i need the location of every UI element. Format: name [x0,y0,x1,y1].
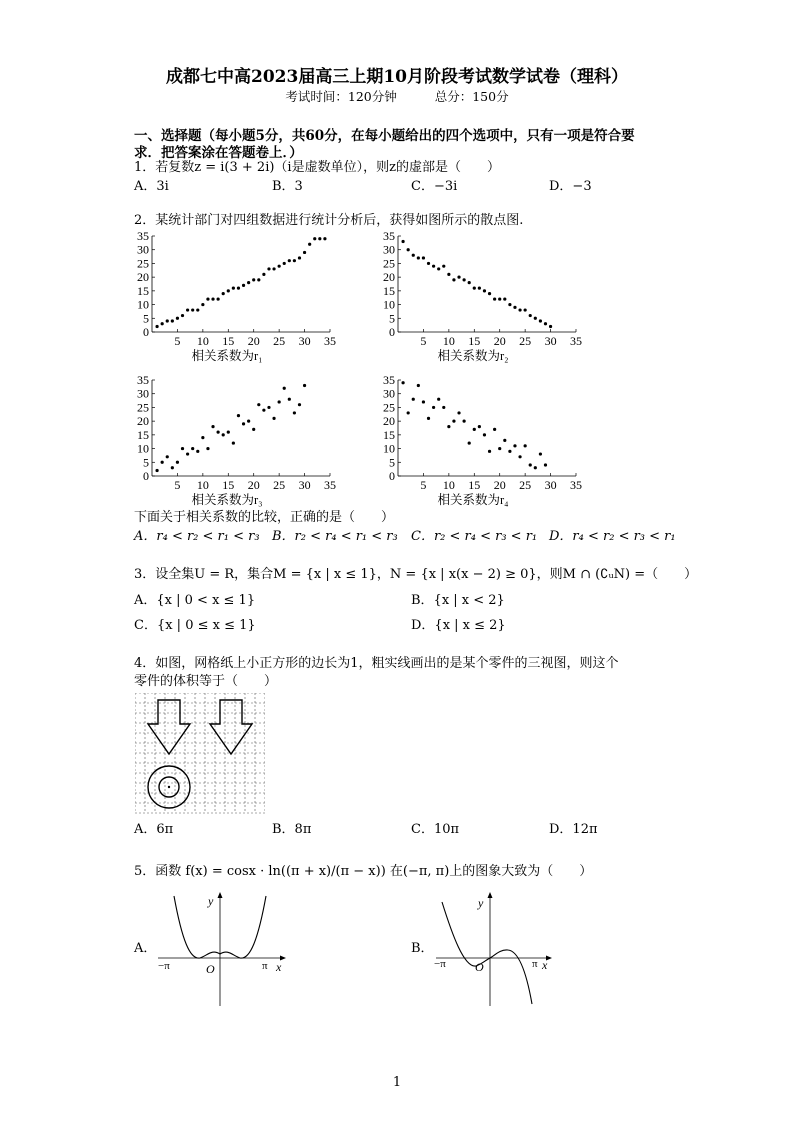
y-tick-label: 25 [137,400,149,415]
scatter-point [549,325,552,328]
y-tick-label: 30 [383,242,395,257]
scatter-point [257,403,260,406]
y-tick-label: 30 [383,386,395,401]
scatter-point [513,444,516,447]
scatter-point [272,417,275,420]
scatter-point [186,308,189,311]
x-tick-label: 10 [196,478,209,492]
scatter-point [401,240,404,243]
scatter-point [498,447,501,450]
scatter-point [217,431,220,434]
scatter-point [508,450,511,453]
scatter-point [293,259,296,262]
chart-caption: 相关系数为r₁ [191,349,263,363]
x-tick-label: 30 [298,478,311,492]
page-title: 成都七中高2023届高三上期10月阶段考试数学试卷（理科） [166,67,628,87]
total-score: 总分：150分 [434,89,509,104]
scatter-point [518,455,521,458]
scatter-point [196,308,199,311]
curve-b [442,902,532,1004]
x-tick-label: 25 [519,334,532,348]
y-tick-label: 30 [137,242,149,257]
scatter-point [488,450,491,453]
y-tick-label: 10 [383,441,395,456]
y-tick-label: 20 [383,270,395,285]
scatter-point [318,237,321,240]
scatter-point [493,297,496,300]
scatter-point [232,287,235,290]
scatter-point [544,463,547,466]
scatter-point [417,384,420,387]
scatter-point [217,297,220,300]
scatter-point [227,289,230,292]
scatter-point [308,243,311,246]
x-tick-label: 20 [493,478,506,492]
x-tick-label: 30 [544,334,557,348]
top-view-center-dot [168,786,170,788]
y-tick-label: 0 [389,469,395,483]
scatter-point [534,317,537,320]
scatter-point [298,403,301,406]
chart-caption: 相关系数为r₄ [437,493,509,507]
scatter-point [252,428,255,431]
axis-label-y: y [208,894,214,908]
y-tick-label: 25 [383,400,395,415]
scatter-point [227,431,230,434]
scatter-point [176,461,179,464]
neg-pi-label: −π [158,960,170,972]
scatter-point [278,265,281,268]
exam-info [0,87,794,105]
scatter-chart-r2 [378,228,588,363]
scatter-point [529,314,532,317]
scatter-point [488,292,491,295]
origin-label: O [475,960,484,974]
x-tick-label: 15 [468,334,481,348]
x-tick-label: 10 [442,334,455,348]
three-view-drawing [135,693,265,815]
scatter-point [206,447,209,450]
q4-option-d: D．12π [549,822,598,837]
q3-stem: 3．设全集U = R，集合M = {x | x ≤ 1}，N = {x | x(x − 2) ≥ 0}，则M ∩ (∁ᵤN) =（ ） [134,567,698,582]
scatter-point [457,411,460,414]
x-tick-label: 25 [273,334,286,348]
y-tick-label: 5 [389,455,395,470]
x-tick-label: 5 [174,478,181,492]
scatter-chart-r4 [378,372,588,507]
scatter-point [247,281,250,284]
x-tick-label: 30 [544,478,557,492]
q5-option-b: B． [411,941,434,956]
scatter-point [524,308,527,311]
y-tick-label: 20 [137,414,149,429]
y-tick-label: 15 [383,427,395,442]
q2-option-c: C．r₂ < r₄ < r₃ < r₁ [411,529,538,544]
scatter-point [283,262,286,265]
scatter-point [493,428,496,431]
neg-pi-label: −π [434,958,446,970]
q1-option-c: C．−3i [411,179,458,194]
y-tick-label: 15 [383,283,395,298]
scatter-point [293,411,296,414]
scatter-point [498,297,501,300]
x-tick-label: 30 [298,334,311,348]
q1-option-a: A．3i [134,179,169,194]
scatter-point [298,256,301,259]
x-tick-label: 15 [222,478,235,492]
y-tick-label: 35 [137,229,149,243]
scatter-point [529,463,532,466]
scatter-point [483,433,486,436]
x-tick-label: 35 [324,478,336,492]
scatter-point [323,237,326,240]
x-tick-label: 20 [247,334,260,348]
scatter-point [432,406,435,409]
scatter-point [473,428,476,431]
scatter-point [539,452,542,455]
scatter-point [247,420,250,423]
scatter-point [539,319,542,322]
q1-option-b: B．3 [272,179,303,194]
axis-label-x: x [542,958,548,972]
scatter-point [262,273,265,276]
q3-option-d: D．{x | x ≤ 2} [411,618,506,633]
q2-option-d: D．r₄ < r₂ < r₃ < r₁ [549,529,676,544]
scatter-point [534,466,537,469]
scatter-point [478,425,481,428]
scatter-point [412,254,415,257]
scatter-point [463,278,466,281]
page-number: 1 [392,1075,402,1090]
scatter-point [171,319,174,322]
scatter-point [181,447,184,450]
scatter-point [407,248,410,251]
scatter-point [508,303,511,306]
x-tick-label: 20 [247,478,260,492]
scatter-point [427,262,430,265]
scatter-point [161,461,164,464]
scatter-point [417,256,420,259]
x-tick-label: 5 [420,334,427,348]
scatter-point [283,387,286,390]
x-tick-label: 25 [519,478,532,492]
scatter-point [267,267,270,270]
y-tick-label: 35 [383,229,395,243]
pi-label: π [532,958,538,970]
scatter-point [288,398,291,401]
scatter-point [422,256,425,259]
x-tick-label: 35 [324,334,336,348]
y-tick-label: 30 [137,386,149,401]
y-tick-label: 35 [383,373,395,387]
scatter-point [442,265,445,268]
section-heading-line2: 求．把答案涂在答题卷上．） [134,145,303,161]
y-tick-label: 0 [143,469,149,483]
y-tick-label: 25 [137,256,149,271]
scatter-point [267,406,270,409]
q1-option-d: D．−3 [549,179,592,194]
q4-option-a: A．6π [134,822,174,837]
q3-option-b: B．{x | x < 2} [411,593,505,608]
scatter-point [313,237,316,240]
scatter-point [503,297,506,300]
scatter-point [457,276,460,279]
y-tick-label: 35 [137,373,149,387]
scatter-point [171,466,174,469]
scatter-point [191,308,194,311]
y-tick-label: 5 [389,311,395,326]
side-view-arrow [210,700,252,754]
scatter-point [222,292,225,295]
scatter-point [518,308,521,311]
scatter-point [155,325,158,328]
q4-stem-line2: 零件的体积等于（ ） [134,674,278,689]
y-tick-label: 5 [143,455,149,470]
q1-stem: 1．若复数z = i(3 + 2i)（i是虚数单位），则z的虚部是（ ） [134,160,500,175]
y-tick-label: 10 [137,441,149,456]
x-tick-label: 10 [196,334,209,348]
scatter-point [437,267,440,270]
x-tick-label: 15 [222,334,235,348]
scatter-point [432,265,435,268]
scatter-point [447,425,450,428]
scatter-point [161,322,164,325]
x-tick-label: 35 [570,478,582,492]
y-tick-label: 20 [383,414,395,429]
section-heading-line1: 一、选择题（每小题5分，共60分，在每小题给出的四个选项中，只有一项是符合要 [134,128,635,144]
scatter-point [166,455,169,458]
q5-graph-a [150,888,290,1008]
scatter-point [211,297,214,300]
x-tick-label: 20 [493,334,506,348]
scatter-point [222,433,225,436]
scatter-point [176,317,179,320]
scatter-point [166,319,169,322]
scatter-point [452,278,455,281]
x-tick-label: 5 [420,478,427,492]
scatter-point [483,289,486,292]
scatter-point [468,281,471,284]
y-tick-label: 10 [383,297,395,312]
scatter-point [407,411,410,414]
scatter-point [201,303,204,306]
scatter-point [237,414,240,417]
scatter-point [206,297,209,300]
scatter-point [242,422,245,425]
chart-caption: 相关系数为r₃ [191,493,263,507]
scatter-point [237,287,240,290]
scatter-point [257,278,260,281]
y-axis-arrow-icon [488,892,493,898]
y-tick-label: 0 [389,325,395,339]
q5-stem: 5．函数 f(x) = cosx · ln((π + x)/(π − x)) 在(−π, π)上的图象大致为（ ） [134,864,593,879]
scatter-point [155,469,158,472]
y-tick-label: 10 [137,297,149,312]
scatter-point [288,259,291,262]
pi-label: π [262,960,268,972]
scatter-point [211,425,214,428]
axis-label-x: x [276,960,282,974]
q2-stem: 2．某统计部门对四组数据进行统计分析后，获得如图所示的散点图. [134,213,524,228]
scatter-point [242,284,245,287]
origin-label: O [206,962,215,976]
scatter-point [513,306,516,309]
x-tick-label: 5 [174,334,181,348]
q4-option-b: B．8π [272,822,312,837]
q3-option-c: C．{x | 0 ≤ x ≤ 1} [134,618,256,633]
q5-graph-b [430,888,560,1008]
y-tick-label: 15 [137,283,149,298]
q4-stem-line1: 4．如图，网格纸上小正方形的边长为1，粗实线画出的是某个零件的三视图，则这个 [134,656,619,671]
scatter-point [478,287,481,290]
chart-caption: 相关系数为r₂ [437,349,509,363]
scatter-point [442,406,445,409]
q2-option-b: B．r₂ < r₄ < r₁ < r₃ [272,529,398,544]
scatter-point [452,420,455,423]
x-tick-label: 15 [468,478,481,492]
scatter-point [191,447,194,450]
scatter-point [201,436,204,439]
scatter-point [303,384,306,387]
x-tick-label: 25 [273,478,286,492]
scatter-point [473,287,476,290]
exam-time: 考试时间：120分钟 [285,89,397,104]
q2-option-a: A．r₄ < r₂ < r₁ < r₃ [134,529,260,544]
scatter-point [447,273,450,276]
scatter-point [401,381,404,384]
scatter-point [252,278,255,281]
axis-label-y: y [478,896,484,910]
scatter-point [272,267,275,270]
x-tick-label: 35 [570,334,582,348]
y-tick-label: 0 [143,325,149,339]
scatter-point [412,398,415,401]
scatter-point [181,314,184,317]
scatter-point [196,450,199,453]
x-tick-label: 10 [442,478,455,492]
scatter-point [232,441,235,444]
scatter-point [468,441,471,444]
scatter-point [422,400,425,403]
scatter-point [463,420,466,423]
q5-option-a: A． [134,941,157,956]
scatter-point [503,439,506,442]
q4-option-c: C．10π [411,822,460,837]
scatter-point [437,398,440,401]
scatter-point [427,417,430,420]
scatter-point [262,409,265,412]
y-tick-label: 15 [137,427,149,442]
scatter-point [544,322,547,325]
q2-ask: 下面关于相关系数的比较，正确的是（ ） [134,510,395,525]
scatter-chart-r3 [132,372,342,507]
scatter-chart-r1 [132,228,342,363]
scatter-point [186,452,189,455]
y-tick-label: 5 [143,311,149,326]
y-axis-arrow-icon [218,892,223,898]
scatter-point [303,251,306,254]
y-tick-label: 20 [137,270,149,285]
scatter-point [524,444,527,447]
q3-option-a: A．{x | 0 < x ≤ 1} [134,593,256,608]
scatter-point [278,400,281,403]
y-tick-label: 25 [383,256,395,271]
front-view-arrow [148,700,190,754]
